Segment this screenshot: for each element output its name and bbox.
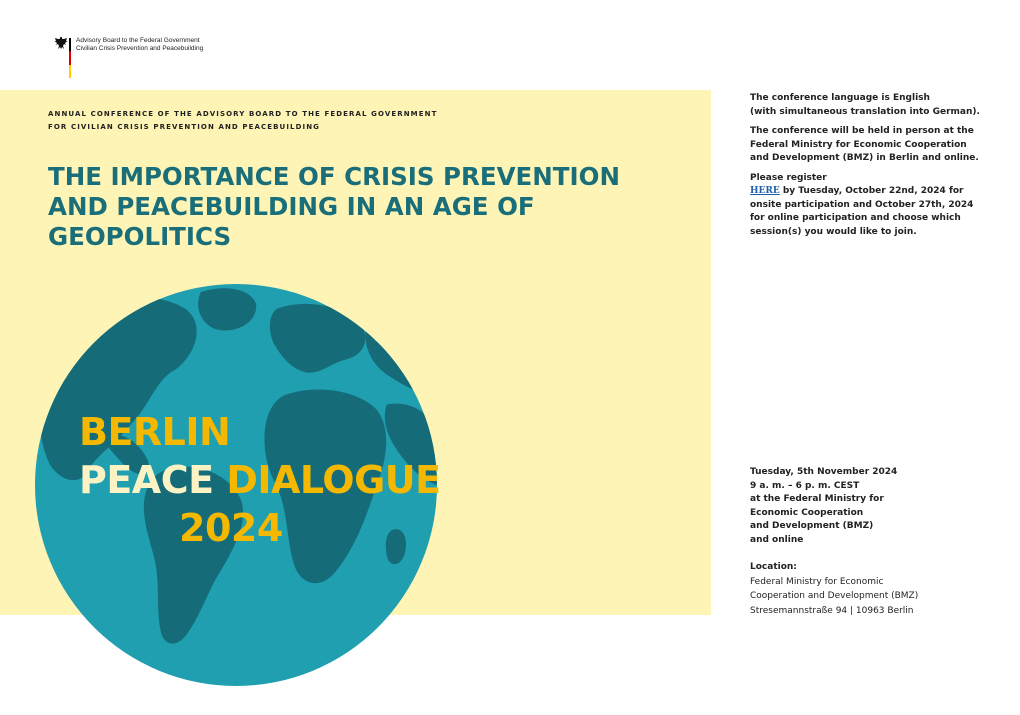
event-title — [79, 408, 441, 552]
language-note — [750, 92, 995, 119]
register-here-link[interactable]: HERE — [750, 186, 780, 196]
venue-line-3: and Development (BMZ) in Berlin and online. — [750, 153, 979, 163]
event-place-line-1: at the Federal Ministry for — [750, 494, 884, 504]
event-date: Tuesday, 5th November 2024 — [750, 467, 898, 477]
location-label: Location: — [750, 562, 797, 572]
location-line-1: Federal Ministry for Economic — [750, 576, 884, 587]
venue-line-1: The conference will be held in person at the — [750, 126, 974, 136]
event-word-peace: PEACE — [79, 458, 214, 502]
location-info — [750, 561, 1010, 618]
language-line-1: The conference language is English — [750, 93, 930, 103]
org-line-1: Advisory Board to the Federal Government — [76, 37, 200, 44]
org-line-2: Civilian Crisis Prevention and Peacebuilding — [76, 45, 204, 52]
register-line-4: for online participation and choose which — [750, 213, 961, 223]
register-line-3: onsite participation and October 27th, 2024 — [750, 199, 974, 210]
event-place-line-2: Economic Cooperation — [750, 507, 864, 518]
subheader-line-2: FOR CIVILIAN CRISIS PREVENTION AND PEACEBUILDING — [48, 123, 321, 131]
federal-eagle-icon — [54, 36, 68, 50]
title-line-3: GEOPOLITICS — [48, 222, 232, 251]
venue-line-2: Federal Ministry for Economic Cooperation — [750, 139, 967, 150]
event-word-dialogue: DIALOGUE — [226, 458, 441, 502]
language-line-2: (with simultaneous translation into German). — [750, 106, 980, 117]
organization-name — [76, 37, 203, 53]
venue-note — [750, 125, 995, 166]
subheader-line-1: ANNUAL CONFERENCE OF THE ADVISORY BOARD TO THE FEDERAL GOVERNMENT — [48, 110, 438, 118]
location-line-3: Stresemannstraße 94 | 10963 Berlin — [750, 605, 914, 616]
register-line-1: Please register — [750, 172, 827, 183]
conference-subheader — [48, 108, 437, 134]
registration-info — [750, 92, 995, 245]
register-note — [750, 172, 995, 240]
event-title-line-3 — [79, 504, 441, 552]
title-line-2: AND PEACEBUILDING IN AN AGE OF — [48, 192, 535, 221]
schedule-info — [750, 466, 990, 547]
location-line-2: Cooperation and Development (BMZ) — [750, 591, 919, 601]
german-flag-stripe — [69, 38, 71, 78]
register-line-2: by Tuesday, October 22nd, 2024 for — [779, 186, 964, 196]
event-place-line-3: and Development (BMZ) — [750, 521, 874, 531]
event-title-line-2 — [79, 456, 441, 504]
event-word-berlin: BERLIN — [79, 410, 231, 454]
title-line-1: THE IMPORTANCE OF CRISIS PREVENTION — [48, 162, 620, 191]
event-place-line-4: and online — [750, 534, 804, 545]
event-time: 9 a. m. – 6 p. m. CEST — [750, 480, 860, 491]
conference-title — [48, 162, 668, 252]
register-line-5: session(s) you would like to join. — [750, 226, 917, 237]
event-title-line-1 — [79, 408, 441, 456]
event-year: 2024 — [179, 506, 283, 550]
header-logo — [54, 36, 214, 78]
